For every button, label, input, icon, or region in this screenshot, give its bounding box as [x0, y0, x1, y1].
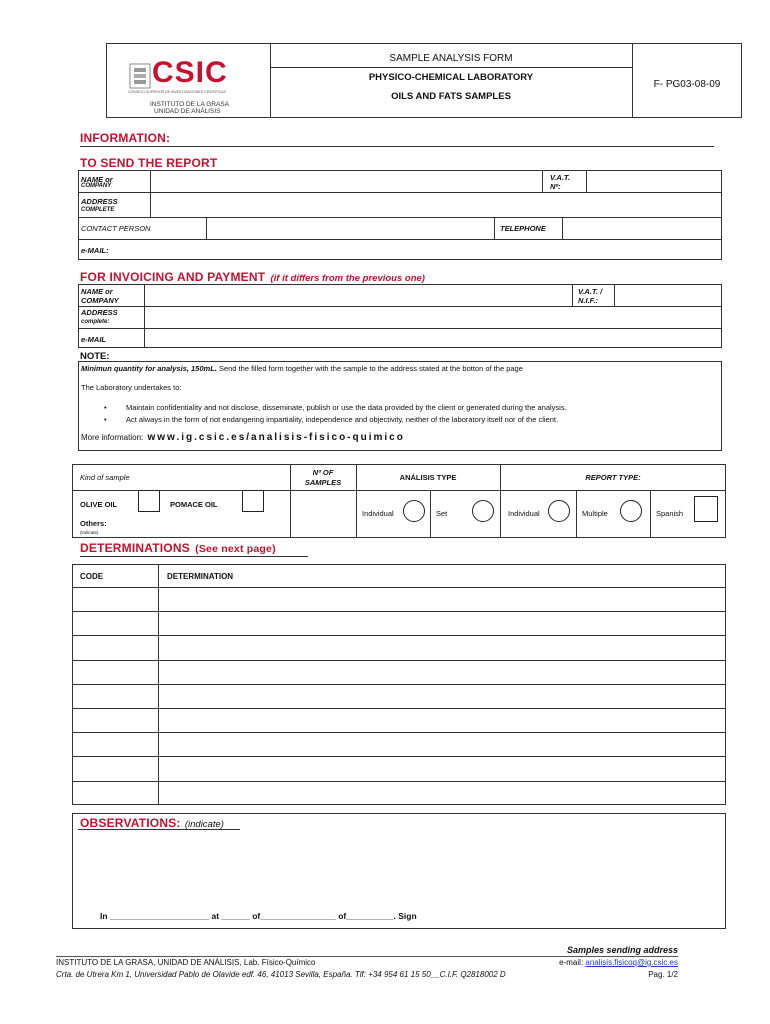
inv-name-label: NAME or — [81, 287, 113, 296]
inv-address-label2: complete: — [81, 319, 110, 325]
sr-address-field[interactable] — [152, 193, 720, 216]
det-row-line — [72, 684, 726, 685]
send-report-title: TO SEND THE REPORT — [80, 156, 218, 170]
institute-line1: INSTITUTO DE LA GRASA — [150, 101, 229, 108]
det-determination-header: DETERMINATION — [167, 572, 234, 581]
det-row-line — [72, 660, 726, 661]
sr-col-line-4 — [206, 217, 207, 239]
report-multiple-label: Multiple — [582, 509, 608, 518]
det-row-line — [72, 635, 726, 636]
det-determination-cell[interactable] — [160, 783, 724, 803]
pomace-oil-checkbox[interactable] — [242, 490, 264, 512]
det-row-line — [72, 708, 726, 709]
det-code-cell[interactable] — [74, 783, 156, 803]
det-row-line — [72, 611, 726, 612]
det-determination-cell[interactable] — [160, 686, 724, 706]
analysis-individual-label: Individual — [362, 509, 394, 518]
observations-subtitle: (indicate) — [184, 819, 224, 830]
st-col-line-6 — [650, 490, 651, 538]
st-kind-label: Kind of sample — [80, 473, 130, 482]
det-determination-cell[interactable] — [160, 613, 724, 633]
note-min-quantity — [81, 364, 523, 373]
note-bullet-1: Maintain confidentiality and not disclose, disseminate, publish or use the data provided by the client or generated during the analysis. — [126, 403, 567, 412]
determinations-title — [80, 541, 276, 555]
lab-line1: PHYSICO-CHEMICAL LABORATORY — [368, 72, 534, 83]
note-min-quantity-bold: Minimun quantity for analysis, 150mL. — [81, 364, 217, 373]
sr-name-label2: COMPANY — [81, 183, 112, 189]
sr-vat-label2: Nº: — [550, 182, 561, 191]
det-code-cell[interactable] — [74, 589, 156, 609]
report-spanish-label: Spanish — [656, 509, 684, 518]
note-more-info-label: More information: — [81, 433, 144, 442]
det-determination-cell[interactable] — [160, 710, 724, 730]
sr-col-line-2 — [542, 170, 543, 192]
det-code-header: CODE — [80, 572, 104, 581]
det-code-cell[interactable] — [74, 686, 156, 706]
st-others-label: Others: — [80, 519, 107, 528]
det-row-line — [72, 587, 726, 588]
inv-col-line-2 — [572, 284, 573, 306]
det-row-line — [72, 781, 726, 782]
st-num-samples-label1: Nº OF — [312, 468, 334, 477]
inv-vat-label: V.A.T. / — [578, 287, 603, 296]
st-col-line-5 — [576, 490, 577, 538]
observations-rule — [78, 829, 240, 830]
footer-institute-bold: INSTITUTO DE LA GRASA, UNIDAD DE ANÁLISIS, — [56, 958, 242, 967]
det-determination-cell[interactable] — [160, 734, 724, 754]
sr-name-field[interactable] — [152, 171, 540, 191]
analysis-individual-radio[interactable] — [403, 500, 425, 522]
sr-contact-field[interactable] — [208, 218, 492, 238]
inv-email-field[interactable] — [146, 329, 720, 347]
inv-address-field[interactable] — [146, 307, 720, 327]
invoicing-title — [80, 270, 425, 284]
st-num-samples-label2: SAMPLES — [304, 478, 342, 487]
sr-telephone-label: TELEPHONE — [500, 224, 546, 233]
sr-vat-field[interactable] — [588, 171, 720, 191]
st-num-samples-field[interactable] — [292, 492, 354, 536]
footer-page: Pag. 1/2 — [648, 970, 678, 979]
lab-line2: OILS AND FATS SAMPLES — [391, 91, 511, 102]
det-row-line — [72, 756, 726, 757]
csic-seal-icon — [128, 62, 152, 90]
sr-telephone-field[interactable] — [564, 218, 720, 238]
information-title: INFORMATION: — [80, 131, 171, 145]
det-code-cell[interactable] — [74, 758, 156, 778]
inv-address-label: ADDRESS — [81, 308, 118, 317]
sr-col-line-6 — [562, 217, 563, 239]
form-code: F- PG03-08-09 — [653, 79, 721, 90]
st-others-field[interactable] — [120, 516, 288, 536]
observations-field[interactable] — [76, 832, 722, 904]
st-analysis-type-label: ANÁLISIS TYPE — [399, 473, 457, 482]
inv-col-line-1 — [144, 284, 145, 348]
st-olive-oil-label: OLIVE OIL — [80, 500, 118, 509]
st-report-type-label: REPORT TYPE: — [585, 473, 641, 482]
sr-email-field[interactable] — [120, 240, 720, 259]
form-title: SAMPLE ANALYSIS FORM — [389, 53, 513, 64]
invoicing-subtitle: (if it differs from the previous one) — [270, 273, 425, 284]
determinations-title-main: DETERMINATIONS — [80, 541, 190, 555]
footer-institute-rest: Lab. Físico-Químico — [241, 958, 316, 967]
det-code-cell[interactable] — [74, 734, 156, 754]
sr-contact-label: CONTACT PERSON — [81, 224, 151, 233]
invoicing-title-main: FOR INVOICING AND PAYMENT — [80, 270, 266, 284]
information-rule — [80, 146, 714, 147]
st-col-line-4 — [430, 490, 431, 538]
logo-text: CSIC — [152, 56, 228, 89]
det-code-cell[interactable] — [74, 662, 156, 682]
note-min-quantity-rest: Send the filled form together with the sample to the address stated at the botton of the page — [216, 364, 523, 373]
inv-vat-label2: N.I.F.: — [578, 296, 598, 305]
sr-col-line-3 — [586, 170, 587, 192]
analysis-set-label: Set — [436, 509, 448, 518]
note-title: NOTE: — [80, 351, 110, 362]
observations-title-main: OBSERVATIONS: — [80, 816, 181, 830]
sr-email-label: e-MAIL: — [81, 246, 109, 255]
footer-address: Crta. de Utrera Km 1, Universidad Pablo de Olavide edf. 46, 41013 Sevilla, España. Tlf: +34 954 61 15 50__C.I.F. Q2818002 D — [56, 970, 506, 979]
report-individual-label: Individual — [508, 509, 540, 518]
det-row-line — [72, 732, 726, 733]
footer-email — [470, 958, 678, 967]
det-determination-cell[interactable] — [160, 662, 724, 682]
analysis-set-radio[interactable] — [472, 500, 494, 522]
det-code-cell[interactable] — [74, 637, 156, 657]
header-divider-h — [270, 67, 632, 68]
footer-institute — [56, 958, 316, 967]
logo-subtext: CONSEJO SUPERIOR DE INVESTIGACIONES CIENTÍFICAS — [128, 90, 226, 94]
bullet-2-icon: • — [104, 415, 107, 424]
inv-name-label2: COMPANY — [81, 296, 119, 305]
footer-email-label: e-mail: — [559, 958, 586, 967]
determinations-rule — [80, 556, 308, 557]
det-code-cell[interactable] — [74, 710, 156, 730]
csic-logo — [128, 56, 258, 96]
sign-line: In _____________________ at ______ of________________ of__________. Sign — [100, 911, 417, 921]
report-individual-radio[interactable] — [548, 500, 570, 522]
st-pomace-oil-label: POMACE OIL — [170, 500, 218, 509]
determinations-subtitle: (See next page) — [195, 543, 276, 555]
institute-line2: UNIDAD DE ANÁLISIS — [154, 108, 221, 115]
inv-vat-field[interactable] — [616, 285, 720, 305]
bullet-1-icon: • — [104, 403, 107, 412]
inv-email-label: e-MAIL — [81, 335, 106, 344]
footer-rule — [56, 956, 678, 957]
sr-name-label: NAME or — [81, 175, 113, 184]
footer-email-link[interactable]: analisis.fisicoq@ig.csic.es — [585, 958, 678, 967]
sr-address-label: ADDRESS — [81, 197, 118, 206]
det-determination-cell[interactable] — [160, 758, 724, 778]
report-multiple-radio[interactable] — [620, 500, 642, 522]
det-code-cell[interactable] — [74, 613, 156, 633]
note-bullet-2: Act always in the form of not endangering impartiality, independence and objectivity, neither of the laboratory itself nor of the client. — [126, 415, 559, 424]
note-more-info — [81, 432, 405, 443]
det-determination-cell[interactable] — [160, 589, 724, 609]
inv-col-line-3 — [614, 284, 615, 306]
more-info-link[interactable]: www.ig.csic.es/analisis-fisico-quimico — [147, 432, 405, 443]
sr-col-line-5 — [494, 217, 495, 239]
sr-col-line-1 — [150, 170, 151, 217]
det-determination-cell[interactable] — [160, 637, 724, 657]
st-others-hint: (indicate) — [80, 530, 99, 535]
note-undertakes: The Laboratory undertakes to: — [81, 383, 182, 392]
samples-address-label: Samples sending address — [566, 945, 678, 955]
st-header-line — [72, 490, 726, 491]
sr-address-label2: COMPLETE — [81, 207, 115, 213]
inv-name-field[interactable] — [146, 285, 570, 305]
olive-oil-checkbox[interactable] — [138, 490, 160, 512]
sr-vat-label: V.A.T. — [550, 173, 571, 182]
report-spanish-checkbox[interactable] — [694, 496, 718, 522]
observations-title — [80, 816, 224, 830]
